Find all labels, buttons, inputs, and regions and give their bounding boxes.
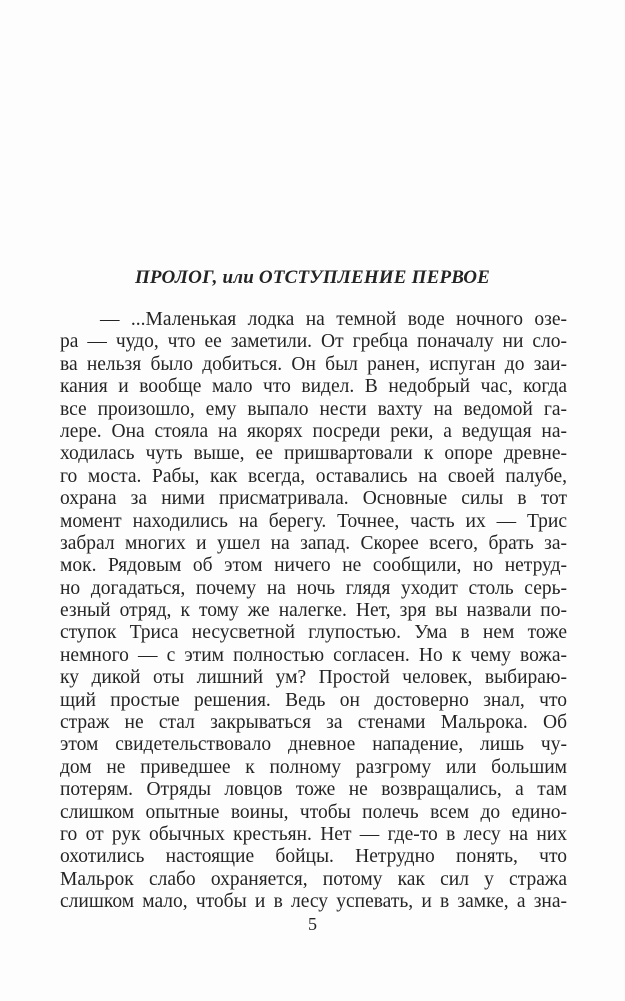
text-line: охрана за ними присматривала. Основные силы в тот	[60, 488, 567, 510]
text-line: езный отряд, к тому же налегке. Нет, зря вы назвали по-	[60, 600, 567, 622]
text-line: — ...Маленькая лодка на темной воде ночного озе-	[100, 309, 567, 330]
text-line: этом свидетельствовало дневное нападение, лишь чу-	[60, 734, 567, 756]
text-line: го от рук обычных крестьян. Нет — где-то в лесу на них	[60, 823, 567, 845]
text-line: лере. Она стояла на якорях посреди реки, а ведущая на-	[60, 420, 567, 442]
text-line: забрал многих и ушел на запад. Скорее всего, брать за-	[60, 532, 567, 554]
body-text	[60, 309, 567, 914]
text-line: страж не стал закрываться за стенами Мальрока. Об	[60, 712, 567, 734]
text-line: Мальрок слабо охраняется, потому как сил у стража	[60, 868, 567, 890]
text-line: ходилась чуть выше, ее пришвартовали к опоре древне-	[60, 443, 567, 465]
text-line: го моста. Рабы, как всегда, оставались на своей палубе,	[60, 465, 567, 487]
text-line: кания и вообще мало что видел. В недобрый час, когда	[60, 376, 567, 398]
text-line: но догадаться, почему на ночь глядя уходит столь серь-	[60, 577, 567, 599]
text-line: дом не приведшее к полному разгрому или большим	[60, 756, 567, 778]
chapter-title: ПРОЛОГ, или ОТСТУПЛЕНИЕ ПЕРВОЕ	[134, 267, 491, 288]
text-line: ва нельзя было добиться. Он был ранен, испуган до заи-	[60, 353, 567, 375]
text-line: слишком мало, чтобы и в лесу успевать, и в замке, а зна-	[60, 891, 567, 913]
text-line: момент находились на берегу. Точнее, часть их — Трис	[60, 510, 567, 532]
text-line: ра — чудо, что ее заметили. От гребца поначалу ни сло-	[60, 331, 567, 353]
text-line: немного — с этим полностью согласен. Но к чему вожа-	[60, 644, 567, 666]
text-line: ступок Триса несусветной глупостью. Ума в нем тоже	[60, 622, 567, 644]
text-line: потерям. Отряды ловцов тоже не возвращались, а там	[60, 779, 567, 801]
text-line: охотились настоящие бойцы. Нетрудно понять, что	[60, 846, 567, 868]
text-line: ку дикой оты лишний ум? Простой человек, выбираю-	[60, 667, 567, 689]
text-line: мок. Рядовым об этом ничего не сообщили, но нетруд-	[60, 555, 567, 577]
text-line: все произошло, ему выпало нести вахту на ведомой га-	[60, 398, 567, 420]
page-number: 5	[308, 914, 317, 934]
text-line: щий простые решения. Ведь он достоверно знал, что	[60, 689, 567, 711]
text-line: слишком опытные воины, чтобы полечь всем до едино-	[60, 801, 567, 823]
